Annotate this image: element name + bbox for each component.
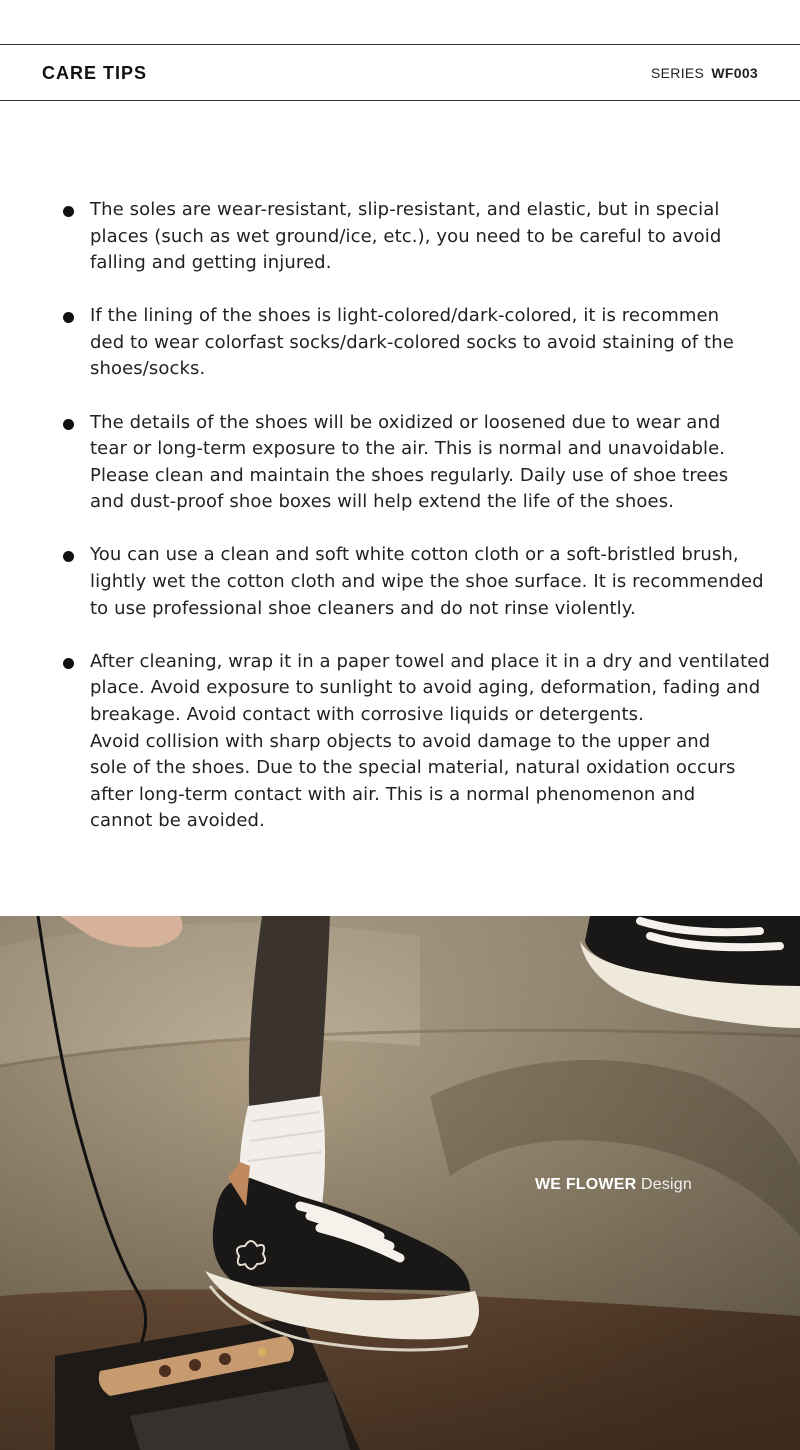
tip-line: after long-term contact with air. This is a normal phenomenon and (90, 783, 696, 805)
tip-line: Avoid collision with sharp objects to avoid damage to the upper and (90, 730, 711, 752)
tip-line: If the lining of the shoes is light-colored/dark-colored, it is recommen (90, 305, 720, 327)
tip-line: and dust-proof shoe boxes will help extend the life of the shoes. (90, 491, 674, 513)
tip-line: tear or long-term exposure to the air. This is normal and unavoidable. (90, 438, 726, 460)
bullet-dot-icon (63, 419, 74, 430)
series-label: SERIES (651, 65, 705, 81)
brand-suffix: Design (641, 1176, 693, 1193)
tip-line: ded to wear colorfast socks/dark-colored socks to avoid staining of the (90, 331, 734, 353)
bullet-dot-icon (63, 206, 74, 217)
brand-name: WE FLOWER (535, 1176, 637, 1193)
bullet-dot-icon (63, 551, 74, 562)
tip-line: falling and getting injured. (90, 252, 332, 274)
tip-item-3 (0, 410, 800, 516)
tip-line: place. Avoid exposure to sunlight to avoid aging, deformation, fading and (90, 677, 761, 699)
tip-line: sole of the shoes. Due to the special material, natural oxidation occurs (90, 757, 736, 779)
tip-line: You can use a clean and soft white cotton cloth or a soft-bristled brush, (90, 544, 739, 566)
tip-line: lightly wet the cotton cloth and wipe the shoe surface. It is recommended (90, 571, 764, 593)
tip-item-4 (0, 542, 800, 622)
page-header (0, 44, 800, 101)
tip-line: breakage. Avoid contact with corrosive liquids or detergents. (90, 703, 644, 725)
tip-line: shoes/socks. (90, 358, 206, 380)
tip-line: After cleaning, wrap it in a paper towel and place it in a dry and ventilated (90, 650, 770, 672)
brand-watermark (535, 1176, 692, 1194)
tip-line: Please clean and maintain the shoes regularly. Daily use of shoe trees (90, 464, 729, 486)
tip-line: The details of the shoes will be oxidized or loosened due to wear and (90, 411, 721, 433)
tip-item-2 (0, 303, 800, 383)
care-tips-list (0, 197, 800, 861)
tip-line: cannot be avoided. (90, 810, 265, 832)
tip-line: places (such as wet ground/ice, etc.), you need to be careful to avoid (90, 225, 722, 247)
bullet-dot-icon (63, 658, 74, 669)
tip-item-5 (0, 649, 800, 835)
tip-line: to use professional shoe cleaners and do not rinse violently. (90, 597, 636, 619)
series-code: WF003 (711, 65, 758, 81)
tip-item-1 (0, 197, 800, 277)
page-title: CARE TIPS (42, 63, 148, 83)
bullet-dot-icon (63, 312, 74, 323)
product-lifestyle-photo (0, 916, 800, 1450)
series-label-group (651, 65, 758, 81)
leg (249, 916, 330, 1126)
tip-line: The soles are wear-resistant, slip-resistant, and elastic, but in special (90, 199, 720, 220)
